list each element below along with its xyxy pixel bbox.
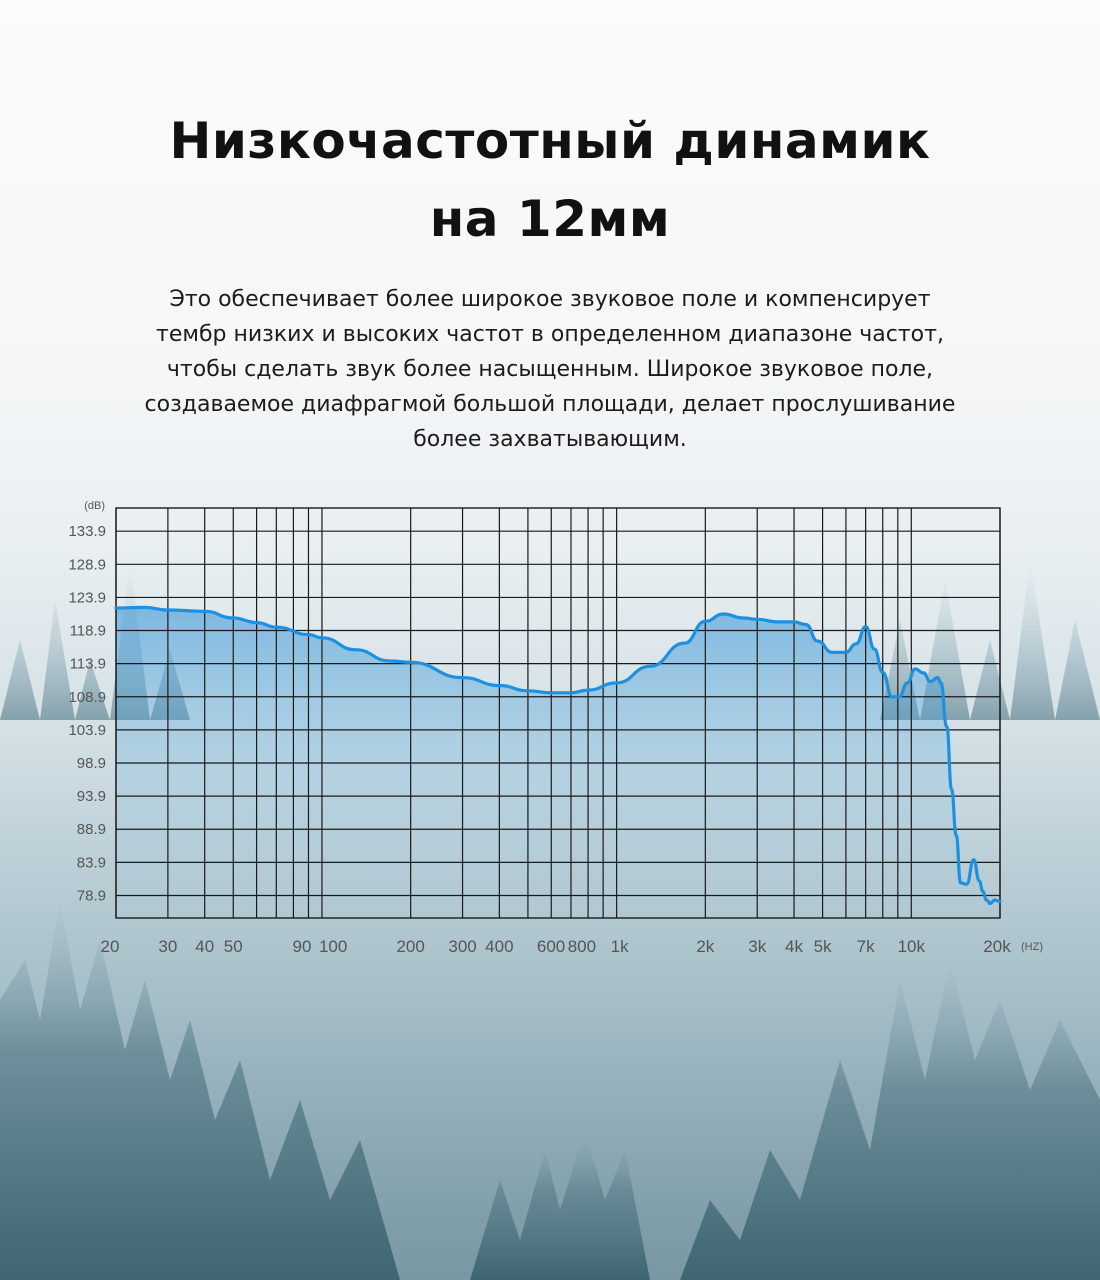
y-tick-label: 128.9	[68, 556, 106, 574]
y-tick-label: 88.9	[76, 821, 106, 839]
description-line: чтобы сделать звук более насыщенным. Широкое звуковое поле,	[166, 357, 934, 382]
y-tick-label: 133.9	[68, 523, 106, 541]
x-tick-label: 20	[100, 937, 120, 956]
frequency-response-chart	[0, 490, 1100, 970]
x-tick-label: 1k	[610, 937, 629, 956]
x-tick-label: 4k	[785, 937, 804, 956]
x-tick-label: 100	[318, 937, 348, 956]
x-tick-label: 7k	[856, 937, 875, 956]
x-tick-label: 800	[567, 937, 597, 956]
y-tick-label: 108.9	[68, 688, 106, 706]
x-tick-label: 90	[292, 937, 312, 956]
description	[60, 282, 1040, 457]
x-tick-label: 10k	[897, 937, 926, 956]
y-tick-label: 93.9	[76, 788, 106, 806]
page-title-line-2: на 12мм	[429, 190, 671, 248]
x-tick-label: 20k	[983, 937, 1011, 956]
y-tick-label: 118.9	[69, 622, 106, 640]
y-tick-label: 123.9	[68, 589, 106, 607]
y-tick-label: 98.9	[76, 755, 106, 773]
y-unit-label: (dB)	[84, 500, 105, 512]
x-tick-label: 30	[158, 937, 178, 956]
x-tick-label: 40	[195, 937, 215, 956]
y-tick-label: 103.9	[68, 721, 106, 739]
y-tick-label: 113.9	[69, 655, 106, 673]
page-title-line-1: Низкочастотный динамик	[169, 112, 931, 170]
description-line: более захватывающим.	[413, 427, 687, 452]
y-tick-label: 78.9	[76, 887, 106, 905]
description-line: создаваемое диафрагмой большой площади, делает прослушивание	[144, 392, 956, 417]
y-tick-label: 83.9	[76, 854, 106, 872]
description-line: тембр низких и высоких частот в определенном диапазоне частот,	[156, 322, 944, 347]
x-tick-label: 5k	[813, 937, 832, 956]
x-tick-label: 2k	[696, 937, 715, 956]
x-tick-label: 600	[536, 937, 566, 956]
x-tick-label: 400	[485, 937, 514, 956]
x-tick-label: 50	[223, 937, 243, 956]
x-unit-label: (HZ)	[1021, 941, 1043, 953]
description-line: Это обеспечивает более широкое звуковое поле и компенсирует	[169, 287, 931, 312]
x-tick-label: 300	[448, 937, 477, 956]
x-tick-label: 3k	[748, 937, 767, 956]
x-tick-label: 200	[396, 937, 425, 956]
